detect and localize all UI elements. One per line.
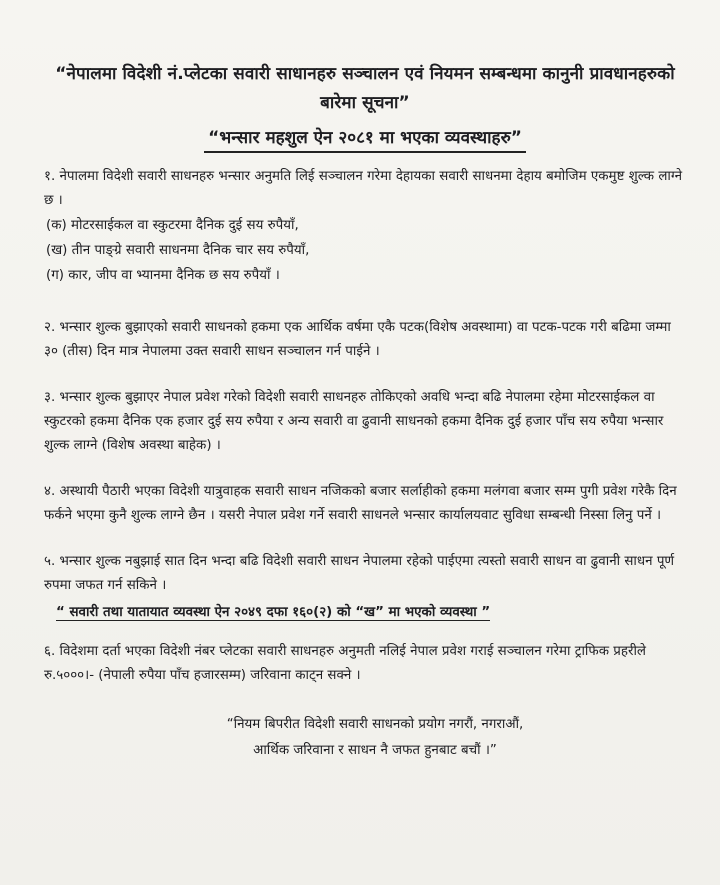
section-1-text: १. नेपालमा विदेशी सवारी साधनहरु भन्सार अनुमति लिई सञ्चालन गरेमा देहायका सवारी साधनमा देहाय बमोजिम एकमुष्ट शुल्क लाग्ने छ । (44, 169, 683, 208)
section-1 (44, 165, 686, 288)
notice-subtitle: “भन्सार महशुल ऐन २०८१ मा भएका व्यवस्थाहरु” (204, 126, 526, 153)
section-6 (44, 640, 686, 688)
section-2 (44, 316, 686, 364)
section-3-text: ३. भन्सार शुल्क बुझाएर नेपाल प्रवेश गरेको विदेशी सवारी साधनहरु तोकिएको अवधि भन्दा बढि नेपालमा रहेमा मोटरसाईकल वा स्कुटरको हकमा दैनिक एक हजार दुई सय रुपैया र अन्य सवारी वा ढुवानी साधनको हकमा दैनिक दुई हजार पाँच सय रुपैया भन्सार शुल्क लाग्ने (विशेष अवस्था बाहेक) । (44, 390, 664, 453)
section-5-legal-reference (44, 602, 686, 624)
notice-title: “नेपालमा विदेशी नं.प्लेटका सवारी साधानहरु सञ्चालन एवं नियमन सम्बन्धमा कानुनी प्रावधानहरुको बारेमा सूचना” (55, 64, 675, 113)
closing-line-1: “नियम बिपरीत विदेशी सवारी साधनको प्रयोग नगरौं, नगराऔं, (226, 717, 524, 732)
subtitle-wrap (44, 126, 686, 153)
section-6-text: ६. विदेशमा दर्ता भएका विदेशी नंबर प्लेटका सवारी साधनहरु अनुमती नलिई नेपाल प्रवेश गराई सञ्चालन गरेमा ट्राफिक प्रहरीले रु.५०००।- (नेपाली रुपैया पाँच हजारसम्म) जरिवाना काट्न सक्ने । (44, 644, 647, 683)
section-1-item-kha: (ख) तीन पाङ्ग्रे सवारी साधनमा दैनिक चार सय रुपैयाँ, (46, 243, 310, 258)
section-5-text: ५. भन्सार शुल्क नबुझाई सात दिन भन्दा बढि विदेशी सवारी साधन नेपालमा रहेको पाईएमा त्यस्तो सवारी साधन वा ढुवानी साधन पूर्ण रुपमा जफत गर्न सकिने । (44, 554, 675, 593)
section-1-item-ka: (क) मोटरसाईकल वा स्कुटरमा दैनिक दुई सय रुपैयाँ, (46, 218, 299, 233)
section-5 (44, 550, 686, 624)
section-2-text: २. भन्सार शुल्क बुझाएको सवारी साधनको हकमा एक आर्थिक वर्षमा एकै पटक(विशेष अवस्थामा) वा पटक-पटक गरी बढिमा जम्मा ३० (तीस) दिन मात्र नेपालमा उक्त सवारी साधन सञ्चालन गर्न पाईने । (44, 320, 671, 359)
section-3 (44, 386, 686, 458)
closing-line-2: आर्थिक जरिवाना र साधन नै जफत हुनबाट बचौं ।” (253, 743, 497, 758)
section-4-text: ४. अस्थायी पैठारी भएका विदेशी यात्रुवाहक सवारी साधन नजिकको बजार सर्लाहीको हकमा मलंगवा बजार सम्म पुगी प्रवेश गरेकै दिन फर्कने भएमा कुनै शुल्क लाग्ने छैन । यसरी नेपाल प्रवेश गर्ने सवारी साधनले भन्सार कार्यालयवाट सुविधा सम्बन्धी निस्सा लिनु पर्ने । (44, 484, 677, 523)
section-4 (44, 480, 686, 528)
closing-slogan (44, 712, 686, 764)
section-1-item-ga: (ग) कार, जीप वा भ्यानमा दैनिक छ सय रुपैयाँ । (46, 268, 280, 283)
legal-reference-text: “ सवारी तथा यातायात व्यवस्था ऐन २०४९ दफा १६०(२) को “ख” मा भएको व्यवस्था ” (56, 605, 491, 620)
